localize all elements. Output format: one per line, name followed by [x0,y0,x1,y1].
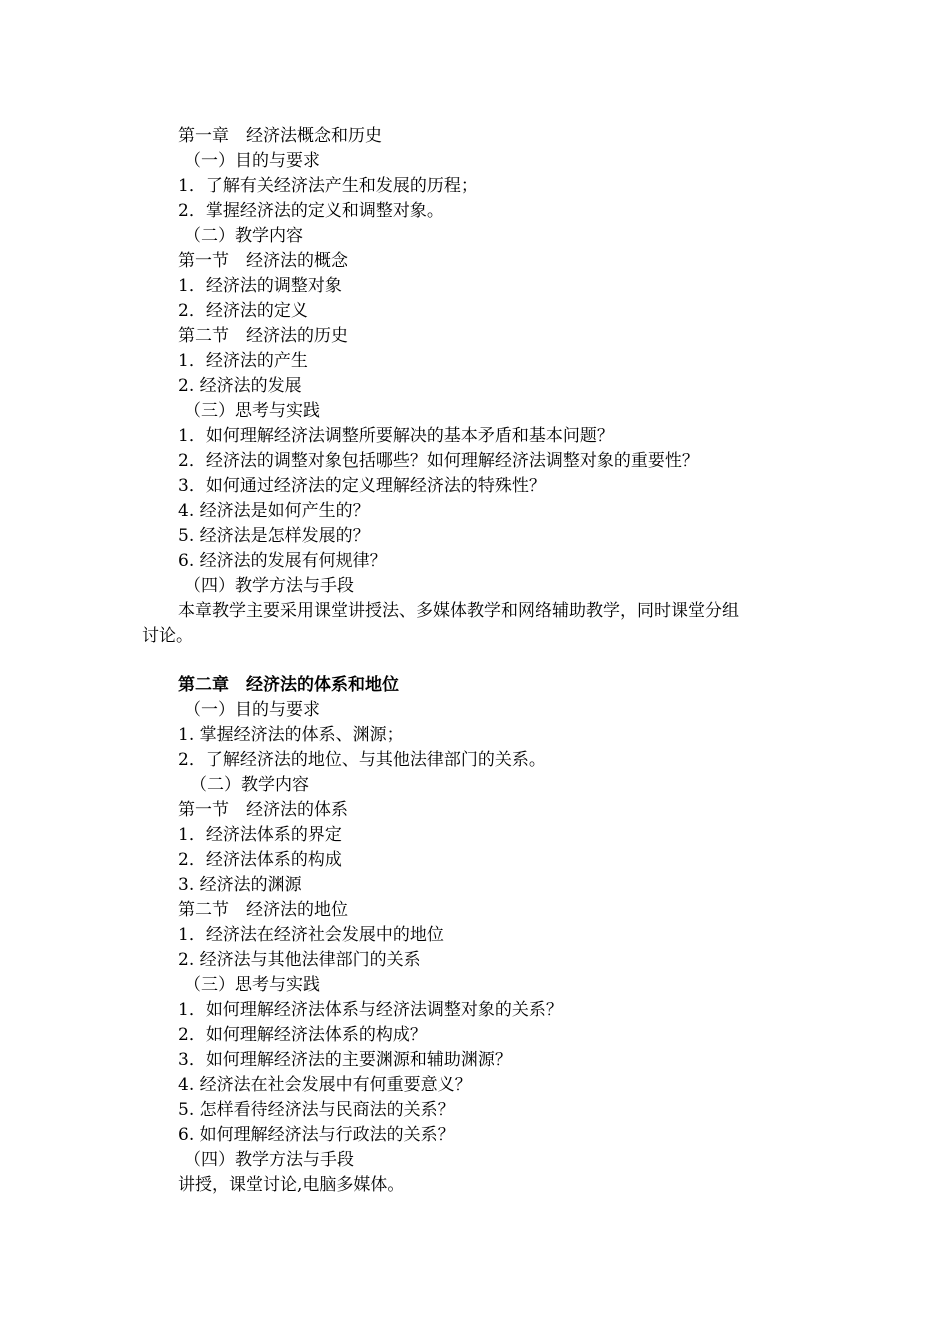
chapter-2-section-1-title: 第一节 经济法的体系 [178,800,348,820]
chapter-2-question: 6. 如何理解经济法与行政法的关系？ [178,1125,455,1145]
chapter-2-title: 第二章 经济法的体系和地位 [178,675,399,695]
chapter-1-question: 1．如何理解经济法调整所要解决的基本矛盾和基本问题？ [178,426,614,446]
chapter-2-goal: 1. 掌握经济法的体系、渊源； [178,725,404,745]
chapter-2-section-2-title: 第二节 经济法的地位 [178,900,348,920]
chapter-2-content-heading: （二）教学内容 [190,775,309,795]
chapter-1-question: 3．如何通过经济法的定义理解经济法的特殊性？ [178,476,546,496]
chapter-2-practice-heading: （三）思考与实践 [184,975,320,995]
chapter-1-question: 4. 经济法是如何产生的？ [178,501,370,521]
chapter-2-question: 2．如何理解经济法体系的构成？ [178,1025,427,1045]
chapter-2-question: 3．如何理解经济法的主要渊源和辅助渊源？ [178,1050,512,1070]
chapter-2-section-1-item: 3. 经济法的渊源 [178,875,302,895]
chapter-1-question: 5. 经济法是怎样发展的？ [178,526,370,546]
chapter-2-goal: 2．了解经济法的地位、与其他法律部门的关系。 [178,750,546,770]
chapter-1-practice-heading: （三）思考与实践 [184,401,320,421]
chapter-2-question: 5. 怎样看待经济法与民商法的关系？ [178,1100,455,1120]
chapter-1-section-1-title: 第一节 经济法的概念 [178,251,348,271]
chapter-1-section-1-item: 2．经济法的定义 [178,301,308,321]
chapter-2-question: 4. 经济法在社会发展中有何重要意义？ [178,1075,472,1095]
chapter-1-section-2-title: 第二节 经济法的历史 [178,326,348,346]
chapter-1-question: 2．经济法的调整对象包括哪些？如何理解经济法调整对象的重要性？ [178,451,699,471]
chapter-1-section-1-item: 1．经济法的调整对象 [178,276,342,296]
chapter-1-content-heading: （二）教学内容 [184,226,303,246]
chapter-1-methods-text-cont: 讨论。 [142,626,193,646]
chapter-2-section-1-item: 1．经济法体系的界定 [178,825,342,845]
chapter-1-methods-text: 本章教学主要采用课堂讲授法、多媒体教学和网络辅助教学，同时课堂分组 [178,601,739,621]
chapter-1-methods-heading: （四）教学方法与手段 [184,576,354,596]
chapter-1-title: 第一章 经济法概念和历史 [178,126,382,146]
chapter-2-methods-text: 讲授，课堂讨论,电脑多媒体。 [178,1175,405,1195]
chapter-1-goal: 2．掌握经济法的定义和调整对象。 [178,201,444,221]
chapter-1-section-2-item: 1．经济法的产生 [178,351,308,371]
chapter-1-goals-heading: （一）目的与要求 [184,151,320,171]
chapter-1-question: 6. 经济法的发展有何规律？ [178,551,387,571]
chapter-2-section-2-item: 2. 经济法与其他法律部门的关系 [178,950,421,970]
chapter-2-section-1-item: 2．经济法体系的构成 [178,850,342,870]
chapter-1-goal: 1．了解有关经济法产生和发展的历程； [178,176,478,196]
chapter-2-methods-heading: （四）教学方法与手段 [184,1150,354,1170]
chapter-2-question: 1．如何理解经济法体系与经济法调整对象的关系？ [178,1000,563,1020]
chapter-2-goals-heading: （一）目的与要求 [184,700,320,720]
chapter-2-section-2-item: 1．经济法在经济社会发展中的地位 [178,925,444,945]
chapter-1-section-2-item: 2. 经济法的发展 [178,376,302,396]
